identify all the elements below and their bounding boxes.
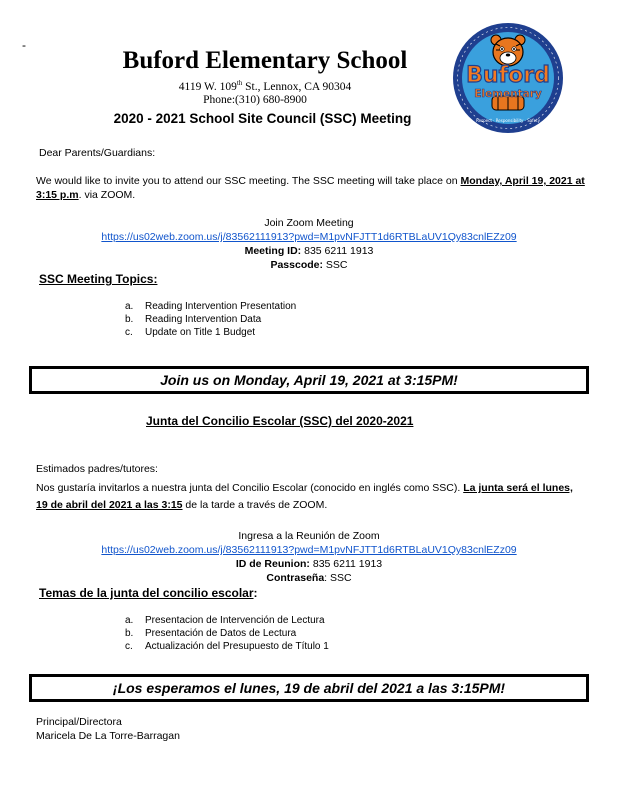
english-zoom-link[interactable]: https://us02web.zoom.us/j/83562111913?pwd=M1pvNFJTT1d6RTBLaUV1Qy83cnlEZz09 <box>101 231 517 243</box>
passcode-label: Passcode: <box>270 259 323 271</box>
meeting-id-label: ID de Reunion: <box>235 558 310 570</box>
spanish-topics-heading <box>39 586 258 600</box>
school-name: Buford Elementary School <box>122 47 408 74</box>
spanish-invite-text: Nos gustaría invitarlos a nuestra junta del Concilio Escolar (conocido en inglés como SSC). <box>36 482 464 494</box>
topic-text: Actualización del Presupuesto de Título 1 <box>145 641 329 652</box>
spanish-banner: ¡Los esperamos el lunes, 19 de abril del 2021 a las 3:15PM! <box>29 674 589 702</box>
list-marker: a. <box>125 615 134 626</box>
english-greeting: Dear Parents/Guardians: <box>39 147 156 159</box>
list-marker: c. <box>125 641 133 652</box>
topic-text: Presentacion de Intervención de Lectura <box>145 615 325 626</box>
meeting-id-value: 835 6211 1913 <box>301 245 374 257</box>
meeting-title: 2020 - 2021 School Site Council (SSC) Meeting <box>113 111 412 126</box>
english-passcode <box>0 258 618 272</box>
topic-text: Reading Intervention Data <box>145 314 262 325</box>
passcode-value: : SSC <box>324 572 352 584</box>
spanish-zoom-link[interactable]: https://us02web.zoom.us/j/83562111913?pwd=M1pvNFJTT1d6RTBLaUV1Qy83cnlEZz09 <box>101 544 517 556</box>
english-zoom-link-row <box>0 230 618 244</box>
spanish-invite-paragraph <box>36 480 586 514</box>
address-street-number: 4119 W. 109 <box>178 80 237 93</box>
logo-word-elementary: Elementary <box>474 88 542 100</box>
tiger-mascot-logo <box>452 22 564 134</box>
english-meeting-date: Monday, April 19, 2021 at 3:15 p.m <box>36 175 585 201</box>
spanish-title: Junta del Concilio Escolar (SSC) del 2020-2021 <box>146 414 414 428</box>
signature-name: Maricela De La Torre-Barragan <box>36 730 180 742</box>
list-item <box>125 614 329 627</box>
list-marker: b. <box>125 628 134 639</box>
spanish-passcode <box>0 571 618 585</box>
address-ordinal: th <box>236 79 243 87</box>
spanish-zoom-link-row <box>0 543 618 557</box>
list-item <box>125 627 329 640</box>
signature-role: Principal/Directora <box>36 716 122 728</box>
topic-text: Update on Title 1 Budget <box>145 327 256 338</box>
english-topics-heading: SSC Meeting Topics: <box>39 272 158 286</box>
list-item <box>125 326 296 339</box>
passcode-label: Contraseña <box>266 572 325 584</box>
spanish-meeting-date: La junta será el lunes, 19 de abril del 2021 a las 3:15 <box>36 482 573 511</box>
address-rest: St., Lennox, CA 90304 <box>242 80 352 93</box>
english-invite-paragraph <box>36 174 586 202</box>
spanish-invite-tail: de la tarde a través de ZOOM. <box>182 499 328 511</box>
list-item <box>125 313 296 326</box>
english-meeting-id <box>0 244 618 258</box>
english-invite-tail: . via ZOOM. <box>78 189 136 201</box>
spanish-greeting: Estimados padres/tutores: <box>36 463 158 475</box>
list-marker: a. <box>125 301 134 312</box>
english-banner: Join us on Monday, April 19, 2021 at 3:15PM! <box>29 366 589 394</box>
spanish-topics-heading-colon: : <box>253 586 258 600</box>
meeting-id-label: Meeting ID: <box>244 245 302 257</box>
school-address <box>0 79 530 93</box>
list-item <box>125 640 329 653</box>
logo-word-buford: Buford <box>466 63 550 88</box>
topic-text: Reading Intervention Presentation <box>145 301 297 312</box>
spanish-meeting-id <box>0 557 618 571</box>
list-item <box>125 300 296 313</box>
spanish-zoom-heading: Ingresa a la Reunión de Zoom <box>238 530 380 542</box>
english-zoom-heading: Join Zoom Meeting <box>264 217 354 229</box>
english-topics-list <box>125 300 296 339</box>
meeting-id-value: 835 6211 1913 <box>309 558 383 570</box>
list-marker: c. <box>125 327 133 338</box>
spanish-topics-heading-text: Temas de la junta del concilio escolar <box>39 586 254 600</box>
school-phone: Phone:(310) 680-8900 <box>203 94 307 106</box>
english-invite-text: We would like to invite you to attend our SSC meeting. The SSC meeting will take place on <box>36 175 461 187</box>
topic-text: Presentación de Datos de Lectura <box>145 628 297 639</box>
logo-ring-text: Respect · Responsibility · Safety <box>475 118 541 123</box>
list-marker: b. <box>125 314 134 325</box>
spanish-topics-list <box>125 614 329 653</box>
passcode-value: SSC <box>323 259 348 271</box>
stray-mark: - <box>22 38 26 52</box>
